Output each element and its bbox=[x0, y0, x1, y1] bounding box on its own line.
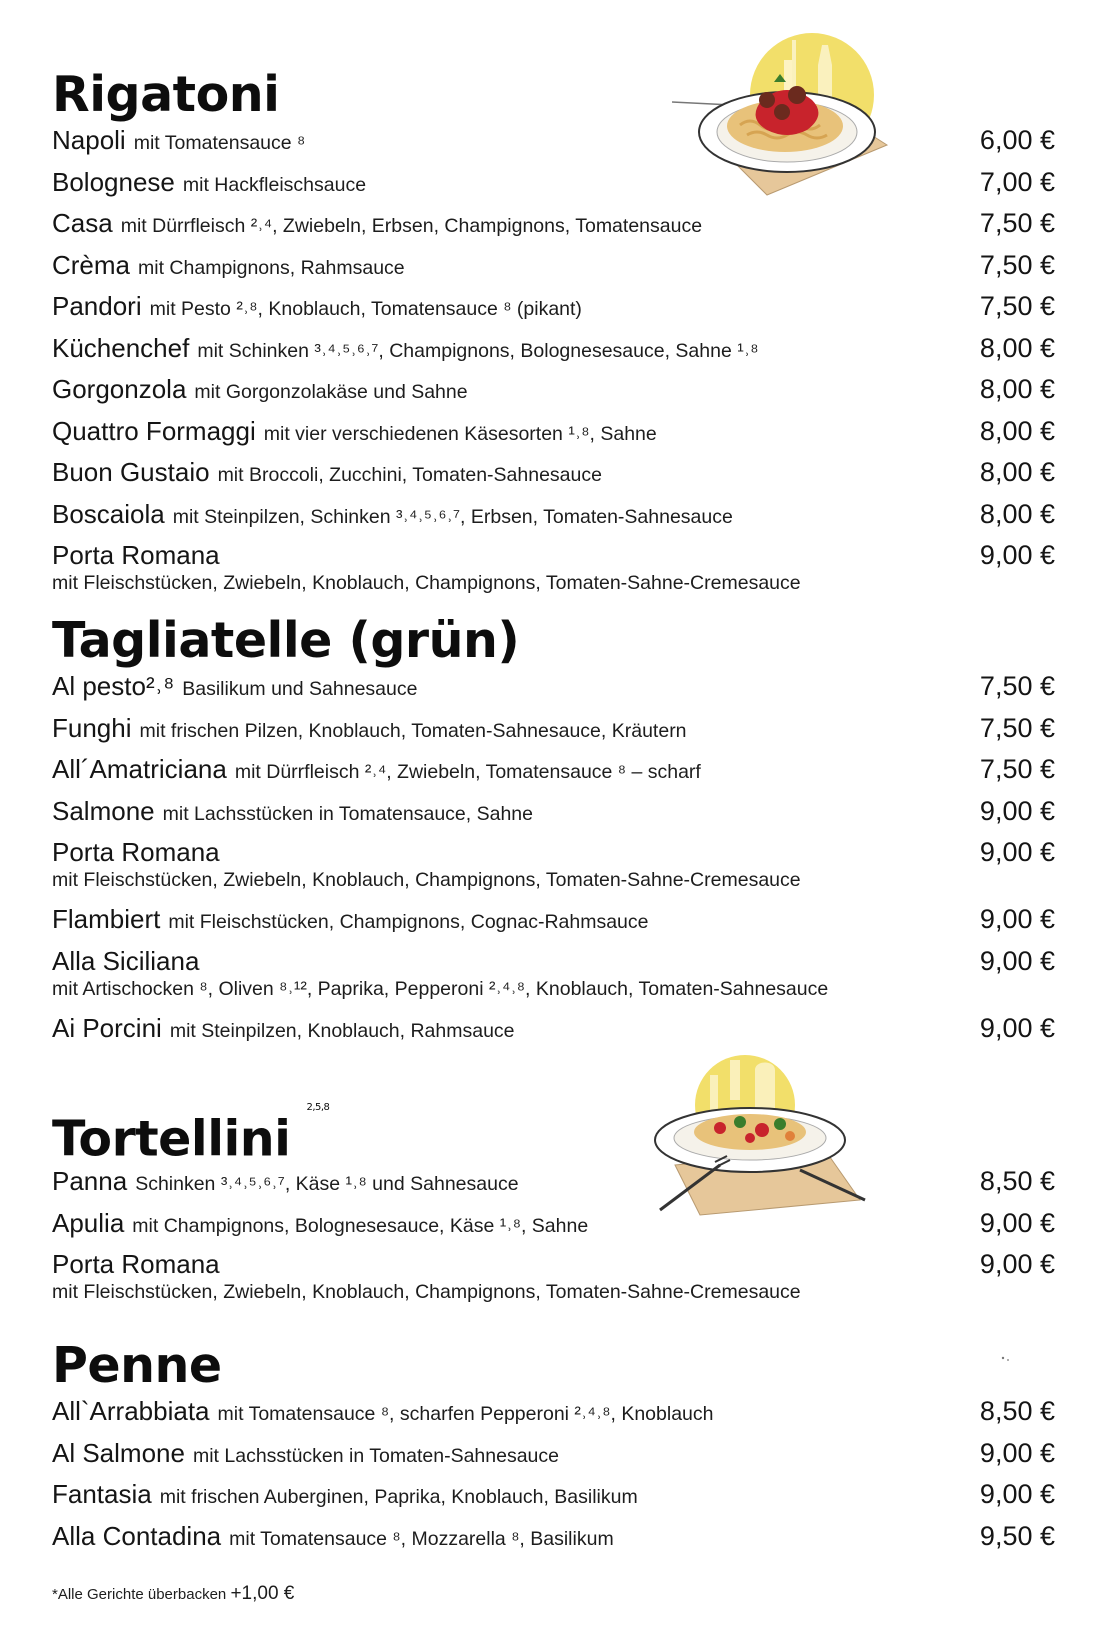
dish-name: All´Amatriciana bbox=[52, 754, 227, 784]
section-title bbox=[52, 1102, 1055, 1168]
dish-price: 8,50 € bbox=[979, 1166, 1055, 1196]
section-title-text: Tagliatelle (grün) bbox=[52, 612, 520, 669]
dish-description: mit Lachsstücken in Tomaten-Sahnesauce bbox=[192, 1444, 559, 1467]
dish-price: 9,00 € bbox=[979, 945, 1055, 976]
dish-description: Basilikum und Sahnesauce bbox=[182, 678, 418, 700]
dish-price: 8,00 € bbox=[979, 498, 1055, 529]
dish-description: mit Champignons, Rahmsauce bbox=[138, 256, 405, 279]
menu-item bbox=[52, 414, 1055, 456]
dish-price: 7,50 € bbox=[979, 671, 1055, 701]
menu-item bbox=[52, 331, 1055, 373]
menu-item bbox=[52, 1164, 1055, 1206]
dish-name: Alla Contadina bbox=[52, 1520, 222, 1551]
dish-description: mit Fleischstücken, Zwiebeln, Knoblauch, Champignons, Tomaten-Sahne-Cremesauce bbox=[52, 1281, 801, 1303]
menu-item bbox=[52, 248, 1055, 290]
dish-description: mit Hackfleischsauce bbox=[182, 173, 367, 196]
dish-name: Panna bbox=[52, 1166, 128, 1196]
dish-price: 9,00 € bbox=[979, 1437, 1055, 1468]
dish-price: 9,00 € bbox=[979, 1249, 1055, 1279]
dish-description: mit Dürrfleisch ²˒⁴, Zwiebeln, Erbsen, Champignons, Tomatensauce bbox=[120, 215, 703, 237]
dish-description: Schinken ³˒⁴˒⁵˒⁶˒⁷, Käse ¹˒⁸ und Sahnesauce bbox=[135, 1173, 519, 1195]
footnote-amount: +1,00 € bbox=[230, 1583, 295, 1604]
menu-item bbox=[52, 1519, 1055, 1561]
section-penne bbox=[52, 1337, 1055, 1560]
dish-description: mit vier verschiedenen Käsesorten ¹˒⁸, Sahne bbox=[263, 422, 657, 445]
dish-price: 6,00 € bbox=[979, 125, 1055, 155]
dish-price: 9,00 € bbox=[979, 1479, 1055, 1509]
footnote-text: *Alle Gerichte überbacken bbox=[52, 1586, 227, 1603]
menu-item bbox=[52, 1477, 1055, 1519]
dish-price: 9,00 € bbox=[979, 1207, 1055, 1238]
dish-description: mit Schinken ³˒⁴˒⁵˒⁶˒⁷, Champignons, Bolognesesauce, Sahne ¹˒⁸ bbox=[197, 339, 759, 362]
dish-name: Ai Porcini bbox=[52, 1012, 162, 1043]
dish-price: 9,00 € bbox=[979, 904, 1055, 934]
dish-price: 8,00 € bbox=[979, 374, 1055, 404]
dish-price: 7,50 € bbox=[979, 249, 1055, 280]
menu-item bbox=[52, 289, 1055, 331]
dish-price: 8,00 € bbox=[979, 415, 1055, 446]
dish-name: All`Arrabbiata bbox=[52, 1396, 210, 1426]
footnote bbox=[52, 1583, 294, 1605]
dish-name: Al pesto²˒⁸ bbox=[52, 671, 175, 701]
menu-item bbox=[52, 165, 1055, 207]
menu-item bbox=[52, 711, 1055, 753]
section-title bbox=[52, 66, 1055, 123]
menu-item bbox=[52, 1206, 1055, 1248]
dish-name: Flambiert bbox=[52, 904, 161, 934]
dish-name: Apulia bbox=[52, 1207, 125, 1238]
menu-item bbox=[52, 1011, 1055, 1053]
menu-item bbox=[52, 794, 1055, 836]
menu-item bbox=[52, 752, 1055, 794]
dish-price: 9,00 € bbox=[979, 540, 1055, 570]
dish-description: mit Broccoli, Zucchini, Tomaten-Sahnesauce bbox=[217, 464, 602, 486]
dish-description: mit Dürrfleisch ²˒⁴, Zwiebeln, Tomatensauce ⁸ – scharf bbox=[234, 761, 701, 783]
dish-name: Al Salmone bbox=[52, 1437, 185, 1468]
menu-item bbox=[52, 1436, 1055, 1478]
menu-item bbox=[52, 455, 1055, 497]
menu-item bbox=[52, 372, 1055, 414]
dish-price: 9,00 € bbox=[979, 795, 1055, 826]
dish-name: Pandori bbox=[52, 291, 142, 321]
dish-description: mit Steinpilzen, Knoblauch, Rahmsauce bbox=[169, 1019, 515, 1042]
menu-item bbox=[52, 123, 1055, 165]
dish-description: mit Steinpilzen, Schinken ³˒⁴˒⁵˒⁶˒⁷, Erbsen, Tomaten-Sahnesauce bbox=[172, 505, 733, 528]
dish-description: mit Tomatensauce ⁸, scharfen Pepperoni ²˒⁴˒⁸, Knoblauch bbox=[217, 1403, 714, 1425]
dish-name: Funghi bbox=[52, 712, 132, 743]
dish-description: mit Artischocken ⁸, Oliven ⁸˒¹², Paprika, Pepperoni ²˒⁴˒⁸, Knoblauch, Tomaten-Sahnesauce bbox=[52, 977, 829, 1000]
dish-name: Salmone bbox=[52, 795, 155, 826]
dish-name: Boscaiola bbox=[52, 498, 165, 529]
menu-item bbox=[52, 206, 1055, 248]
section-title bbox=[52, 1337, 1055, 1394]
section-title-text: Tortellini bbox=[52, 1110, 291, 1168]
menu-item bbox=[52, 902, 1055, 944]
section-title bbox=[52, 612, 1055, 669]
dish-description: mit Lachsstücken in Tomatensauce, Sahne bbox=[162, 802, 533, 825]
dish-price: 9,50 € bbox=[979, 1520, 1055, 1551]
dish-name: Küchenchef bbox=[52, 332, 190, 363]
dish-name: Gorgonzola bbox=[52, 374, 187, 404]
dish-name: Alla Siciliana bbox=[52, 945, 200, 976]
dish-price: 9,00 € bbox=[979, 1012, 1055, 1043]
section-tortellini bbox=[52, 1102, 1055, 1314]
dish-price: 8,00 € bbox=[979, 332, 1055, 363]
menu-item bbox=[52, 497, 1055, 539]
menu-item bbox=[52, 669, 1055, 711]
dish-price: 7,50 € bbox=[979, 291, 1055, 321]
dish-description: mit Fleischstücken, Zwiebeln, Knoblauch, Champignons, Tomaten-Sahne-Cremesauce bbox=[52, 572, 801, 594]
dish-description: mit Fleischstücken, Champignons, Cognac-Rahmsauce bbox=[168, 911, 649, 933]
dish-description: mit Tomatensauce ⁸ bbox=[133, 132, 306, 154]
dish-description: mit Gorgonzolakäse und Sahne bbox=[194, 381, 468, 403]
section-title-text: Rigatoni bbox=[52, 66, 280, 123]
dish-name: Crèma bbox=[52, 249, 131, 280]
menu-item bbox=[52, 835, 1055, 902]
menu-item bbox=[52, 538, 1055, 605]
dish-price: 8,00 € bbox=[979, 457, 1055, 487]
dish-price: 7,50 € bbox=[979, 208, 1055, 238]
dish-price: 7,50 € bbox=[979, 754, 1055, 784]
dish-price: 9,00 € bbox=[979, 837, 1055, 867]
menu-item bbox=[52, 944, 1055, 1011]
dish-price: 7,50 € bbox=[979, 712, 1055, 743]
menu-item bbox=[52, 1247, 1055, 1314]
section-title-text: Penne bbox=[52, 1337, 222, 1394]
allergen-codes: 2,5,8 bbox=[306, 1102, 330, 1113]
dish-name: Casa bbox=[52, 208, 113, 238]
section-rigatoni bbox=[52, 66, 1055, 605]
dish-name: Porta Romana bbox=[52, 1249, 220, 1279]
dish-description: mit Fleischstücken, Zwiebeln, Knoblauch, Champignons, Tomaten-Sahne-Cremesauce bbox=[52, 869, 801, 891]
dish-name: Fantasia bbox=[52, 1479, 152, 1509]
dish-description: mit Champignons, Bolognesesauce, Käse ¹˒⁸, Sahne bbox=[132, 1214, 589, 1237]
dish-name: Porta Romana bbox=[52, 837, 220, 867]
dish-price: 7,00 € bbox=[979, 166, 1055, 197]
dish-name: Bolognese bbox=[52, 166, 175, 197]
menu-item bbox=[52, 1394, 1055, 1436]
dish-name: Napoli bbox=[52, 125, 126, 155]
dish-description: mit Pesto ²˒⁸, Knoblauch, Tomatensauce ⁸ (pikant) bbox=[149, 298, 582, 320]
dish-name: Buon Gustaio bbox=[52, 457, 210, 487]
dish-name: Porta Romana bbox=[52, 540, 220, 570]
section-tagliatelle bbox=[52, 612, 1055, 1052]
dish-description: mit frischen Auberginen, Paprika, Knoblauch, Basilikum bbox=[159, 1486, 638, 1508]
dish-description: mit Tomatensauce ⁸, Mozzarella ⁸, Basilikum bbox=[229, 1527, 614, 1550]
dish-name: Quattro Formaggi bbox=[52, 415, 256, 446]
dish-description: mit frischen Pilzen, Knoblauch, Tomaten-Sahnesauce, Kräutern bbox=[139, 719, 687, 742]
dish-price: 8,50 € bbox=[979, 1396, 1055, 1426]
